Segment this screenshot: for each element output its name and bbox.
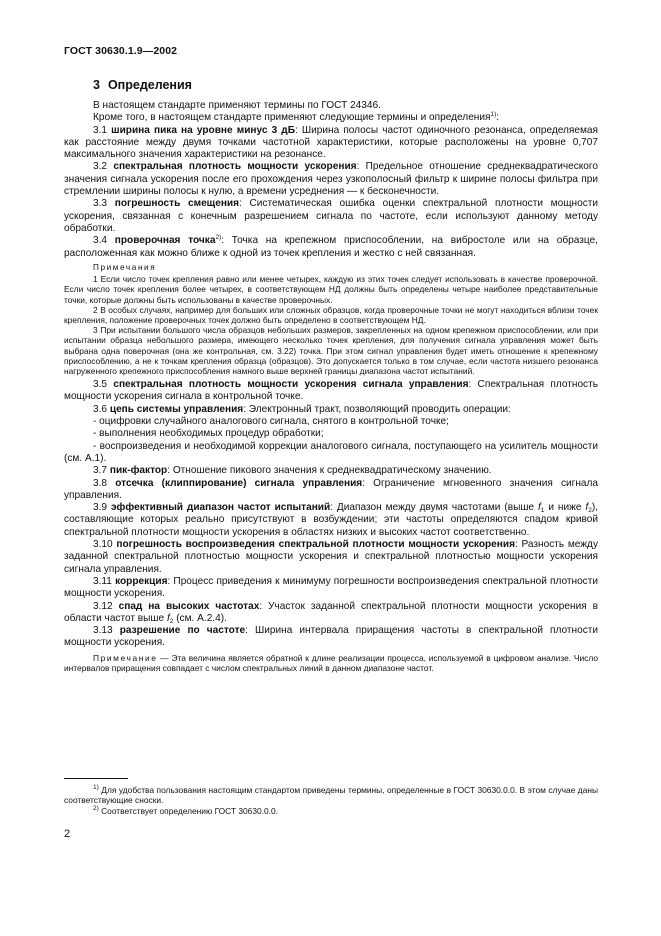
notes-heading: Примечания	[93, 262, 157, 272]
footnote-1: $^{1)}$ Для удобства пользования настоящим стандартом приведены термины, определенные в ГОСТ 30630.0.0. В этом случае даны соответствующие сноски.	[64, 784, 598, 806]
footnote-ref: 1)	[490, 111, 497, 119]
page-number: 2	[64, 828, 71, 840]
section-number: 3	[93, 78, 100, 92]
term: отсечка (клиппирование) сигнала управления	[115, 477, 363, 489]
final-note: Примечание — Эта величина является обратной к длине реализации процесса, используемой в цифровом анализе. Число интервалов приращения совпадает с числом спектральных линий в данном диапазоне частот.	[64, 652, 598, 673]
term: погрешность воспроизведения спектральной плотности мощности ускорения	[116, 539, 515, 551]
term: пик-фактор	[109, 465, 168, 477]
term: спектральная плотность мощности ускорения	[113, 161, 357, 173]
term: погрешность смещения	[114, 198, 240, 210]
main-content	[64, 100, 598, 673]
definition-3-5: 3.5 спектральная плотность мощности ускорения сигнала управления: Спектральная плотность мощности ускорения сигнала в контрольной точке.	[64, 379, 598, 403]
note-1: 1 Если число точек крепления равно или менее четырех, каждую из этих точек следует использовать в качестве проверочной. Если число точек крепления более четырех, в соответствующем НД должны быть определены четыре наиболее представительные точки, которые должны быть использованы в качестве проверочных.	[64, 274, 598, 305]
definition-3-13: 3.13 разрешение по частоте: Ширина интервала приращения частоты в спектральной плотности мощности ускорения.	[64, 625, 598, 649]
list-item: - оцифровки случайного аналогового сигнала, снятого в контрольной точке;	[93, 416, 449, 428]
definition-3-10: 3.10 погрешность воспроизведения спектральной плотности мощности ускорения: Разность между заданной спектральной плотностью мощности ускорения и спектральной плотностью мощности ускорения сигнала управления.	[64, 539, 598, 575]
term: спектральная плотность мощности ускорения сигнала управления	[113, 379, 469, 391]
definition-3-12: 3.12 спад на высоких частотах: Участок заданной спектральной плотности мощности ускорения в области частот выше $f_2$ (см. А.2.4).	[64, 600, 598, 625]
section-title-text: Определения	[107, 78, 192, 92]
term: цепь системы управления	[109, 403, 244, 415]
term: коррекция	[115, 575, 168, 587]
note-3: 3 При испытании большого числа образцов небольших размеров, закрепленных на одном крепежном приспособлении, или при испытании образца небольшого размера, имеющего несколько точек крепления, для получения сигнала управления может быть выбрана одна поверочная (она же контрольная, см. 3.22) точка. При этом сигнал управления будет иметь отношение к крепежному приспособлению, а не к точкам крепления образца (образцов). Это допускается только в том случае, если частота низшего резонанса нагруженного крепежного приспособления намного выше верхней границы диапазона частот испытаний.	[64, 325, 598, 376]
definition-3-11: 3.11 коррекция: Процесс приведения к минимуму погрешности воспроизведения спектральной плотности мощности ускорения.	[64, 575, 598, 600]
definition-3-7: 3.7 пик-фактор: Отношение пикового значения к среднеквадратическому значению.	[93, 465, 492, 477]
term: спад на высоких частотах	[118, 600, 260, 612]
term: эффективный диапазон частот испытаний	[110, 502, 331, 514]
footnote-divider	[64, 778, 128, 779]
term: ширина пика на уровне минус 3 дБ	[111, 124, 295, 136]
intro-paragraph: В настоящем стандарте применяют термины по ГОСТ 24346.	[93, 100, 381, 111]
definition-3-3: 3.3 погрешность смещения: Систематическая ошибка оценки спектральной плотности мощности ускорения, связанная с конечным разрешением сигнала по частоте, если используют данному методу обработки.	[64, 198, 599, 234]
note-2: 2 В особых случаях, например для больших или сложных образцов, когда проверочные точки не могут находиться вблизи точек крепления, положение проверочных точек должно быть определено в соответствующем НД.	[64, 304, 598, 325]
document-header: ГОСТ 30630.1.9—2002	[64, 45, 178, 57]
definition-3-8: 3.8 отсечка (клиппирование) сигнала управления: Ограничение мгновенного значения сигнала управления.	[64, 477, 599, 501]
intro-paragraph-2: Кроме того, в настоящем стандарте применяют следующие термины и определения$^{1)}$:	[93, 111, 500, 124]
definition-3-9: 3.9 эффективный диапазон частот испытаний: Диапазон между двумя частотами (выше $f_1$ и ниже $f_2$), составляющие которых реально присутствуют в возбуждении; эти частоты определяются спадом кривой спектральной плотности мощности ускорения в областях низких и высоких частот соответственно.	[64, 502, 598, 538]
definition-3-2: 3.2 спектральная плотность мощности ускорения: Предельное отношение среднеквадратического значения сигнала ускорения после его прохождения через узкополосный фильтр к ширине полосы фильтра при стремлении ширины полосы к нулю, а времени усреднения — к бесконечности.	[64, 161, 598, 198]
definition-3-6: 3.6 цепь системы управления: Электронный тракт, позволяющий проводить операции:	[93, 403, 511, 415]
footnote-ref: 2)	[215, 234, 222, 242]
term: проверочная точка	[114, 235, 216, 247]
term: разрешение по частоте	[119, 625, 246, 637]
section-title	[93, 78, 192, 92]
list-item: - воспроизведения и необходимой коррекции аналогового сигнала, поступающего на усилитель мощности (см. А.1).	[64, 440, 598, 464]
definition-3-4: 3.4 проверочная точка$^{2)}$: Точка на крепежном приспособлении, на вибростоле или на образце, расположенная как можно ближе к одной из точек крепления и жестко с ней связанная.	[64, 234, 598, 259]
list-item: - выполнения необходимых процедур обработки;	[93, 428, 324, 440]
footnotes	[64, 785, 598, 816]
footnote-2: $^{2)}$ Соответствует определению ГОСТ 30630.0.0.	[93, 804, 278, 816]
definition-3-1: 3.1 ширина пика на уровне минус 3 дБ: Ширина полосы частот одиночного резонанса, определяемая как расстояние между двумя точками частотной характеристики, которые расположены на уровне 0,707 максимального значения характеристики на резонансе.	[64, 124, 599, 161]
